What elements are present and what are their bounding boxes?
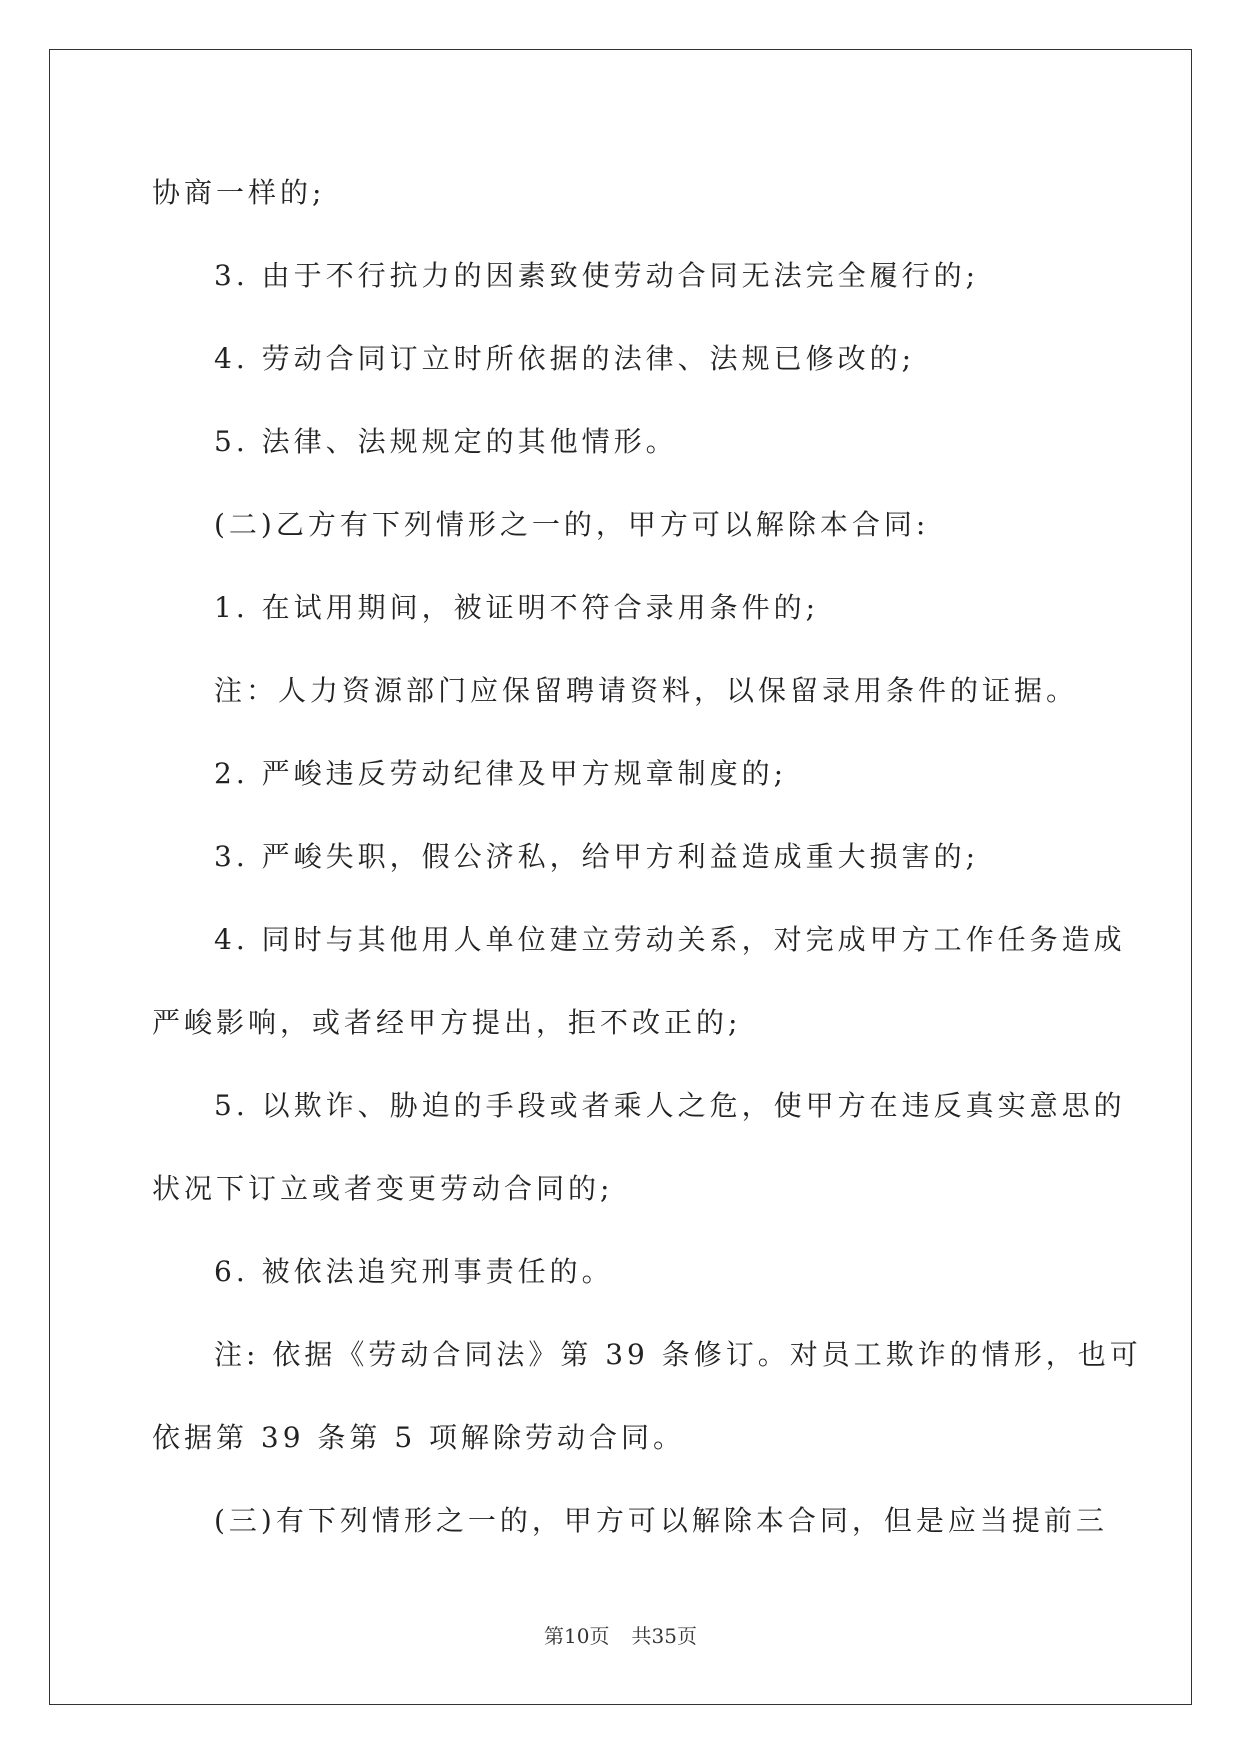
text-line: 1. 在试用期间，被证明不符合录用条件的;: [214, 591, 820, 624]
page-total: 共35页: [631, 1624, 697, 1648]
text-line: 4. 劳动合同订立时所依据的法律、法规已修改的;: [214, 342, 916, 375]
text-line: (二)乙方有下列情形之一的，甲方可以解除本合同:: [214, 508, 930, 541]
text-line: 状况下订立或者变更劳动合同的;: [152, 1172, 614, 1205]
text-line: 4. 同时与其他用人单位建立劳动关系，对完成甲方工作任务造成: [214, 923, 1126, 956]
text-line: 注：人力资源部门应保留聘请资料，以保留录用条件的证据。: [214, 674, 1079, 707]
text-line: 协商一样的;: [152, 176, 326, 209]
text-line: (三)有下列情形之一的，甲方可以解除本合同，但是应当提前三: [214, 1504, 1108, 1537]
text-line: 3. 严峻失职，假公济私，给甲方利益造成重大损害的;: [214, 840, 980, 873]
text-line: 严峻影响，或者经甲方提出，拒不改正的;: [152, 1006, 742, 1039]
text-line: 2. 严峻违反劳动纪律及甲方规章制度的;: [214, 757, 788, 790]
text-line: 5. 以欺诈、胁迫的手段或者乘人之危，使甲方在违反真实意思的: [214, 1089, 1126, 1122]
text-line: 5. 法律、法规规定的其他情形。: [214, 425, 678, 458]
text-line: 3. 由于不行抗力的因素致使劳动合同无法完全履行的;: [214, 259, 980, 292]
document-body: [152, 165, 1142, 1576]
text-line: 6. 被依法追究刑事责任的。: [214, 1255, 614, 1288]
text-line: 依据第 39 条第 5 项解除劳动合同。: [152, 1421, 686, 1454]
page-footer: [0, 1620, 1241, 1649]
text-line: 注: 依据《劳动合同法》第 39 条修订。对员工欺诈的情形，也可: [214, 1338, 1142, 1371]
page-number: 第10页: [544, 1624, 610, 1648]
